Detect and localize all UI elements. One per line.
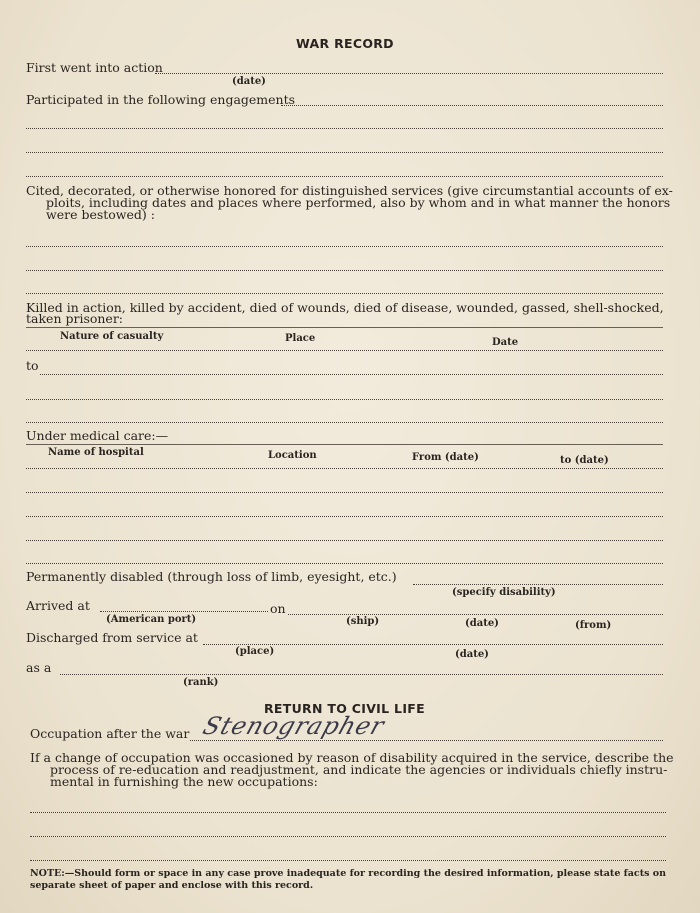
as-a-line[interactable] [60,674,663,675]
occupation-label: Occupation after the war [30,726,190,741]
change-line-b[interactable] [30,836,666,837]
casualty-line-b[interactable] [40,374,663,375]
disabled-hint: (specify disability) [452,587,556,598]
casualty-line-a[interactable] [26,350,663,351]
note-line-1: NOTE:—Should form or space in any case prove inadequate for recording the desired information, please state facts on [30,868,666,879]
casualty-rule [26,327,663,328]
engagements-line-3[interactable] [26,152,663,153]
engagements-label: Participated in the following engagements [26,92,296,107]
medical-line-d[interactable] [26,540,663,541]
medical-header-to: to (date) [560,455,609,466]
cited-line-1: Cited, decorated, or otherwise honored for distinguished services (give circumstantial accounts of ex- [26,183,673,198]
casualty-to-label: to [26,358,39,373]
casualty-line-2: taken prisoner: [26,311,124,326]
as-a-label: as a [26,660,52,675]
cited-line-a[interactable] [26,246,663,247]
casualty-header-date: Date [492,337,519,348]
medical-header-location: Location [268,450,317,461]
discharged-hint-date: (date) [455,649,489,660]
casualty-header-nature: Nature of casualty [60,331,164,342]
change-line-1: If a change of occupation was occasioned by reason of disability acquired in the service, describe the [30,750,674,765]
cited-line-2: ploits, including dates and places where performed, also by whom and in what manner the honors [46,195,671,210]
first-action-line[interactable] [155,73,663,74]
disabled-line[interactable] [413,584,663,585]
first-action-hint: (date) [232,76,266,87]
arrived-port-line[interactable] [100,611,268,612]
civil-title: RETURN TO CIVIL LIFE [264,701,425,716]
arrived-hint-port: (American port) [106,614,197,625]
occupation-line[interactable] [190,740,663,741]
cited-line-3: were bestowed) : [46,207,155,222]
disabled-label: Permanently disabled (through loss of limb, eyesight, etc.) [26,569,397,584]
medical-line-b[interactable] [26,492,663,493]
change-line-c[interactable] [30,860,666,861]
discharged-hint-place: (place) [235,646,275,657]
engagements-line-1[interactable] [281,105,663,106]
casualty-line-c[interactable] [26,399,663,400]
medical-header-hospital: Name of hospital [48,447,144,458]
occupation-value[interactable]: Stenographer [199,712,389,740]
arrived-hint-from: (from) [575,620,612,631]
casualty-header-place: Place [285,333,316,344]
arrived-ship-line[interactable] [288,614,663,615]
change-line-a[interactable] [30,812,666,813]
casualty-line-1: Killed in action, killed by accident, died of wounds, died of disease, wounded, gassed, shell-shocked, [26,300,664,315]
medical-line-e[interactable] [26,563,663,564]
as-a-hint: (rank) [183,677,219,688]
engagements-line-4[interactable] [26,176,663,177]
discharged-label: Discharged from service at [26,630,198,645]
arrived-hint-ship: (ship) [346,616,380,627]
arrived-on-label: on [270,601,286,616]
first-action-label: First went into action [26,60,163,75]
form-title: WAR RECORD [296,36,394,51]
note-line-2: separate sheet of paper and enclose with this record. [30,880,314,891]
casualty-line-d[interactable] [26,422,663,423]
change-line-2: process of re-education and readjustment, and indicate the agencies or individuals chiefly instru- [50,762,668,777]
arrived-hint-date: (date) [465,618,499,629]
discharged-line[interactable] [203,644,663,645]
medical-label: Under medical care:— [26,428,169,443]
medical-header-from: From (date) [412,452,479,463]
cited-line-c[interactable] [26,293,663,294]
cited-line-b[interactable] [26,270,663,271]
medical-rule [26,444,663,445]
medical-line-c[interactable] [26,516,663,517]
arrived-label: Arrived at [26,598,90,613]
medical-line-a[interactable] [26,468,663,469]
engagements-line-2[interactable] [26,128,663,129]
change-line-3: mental in furnishing the new occupations: [50,774,318,789]
